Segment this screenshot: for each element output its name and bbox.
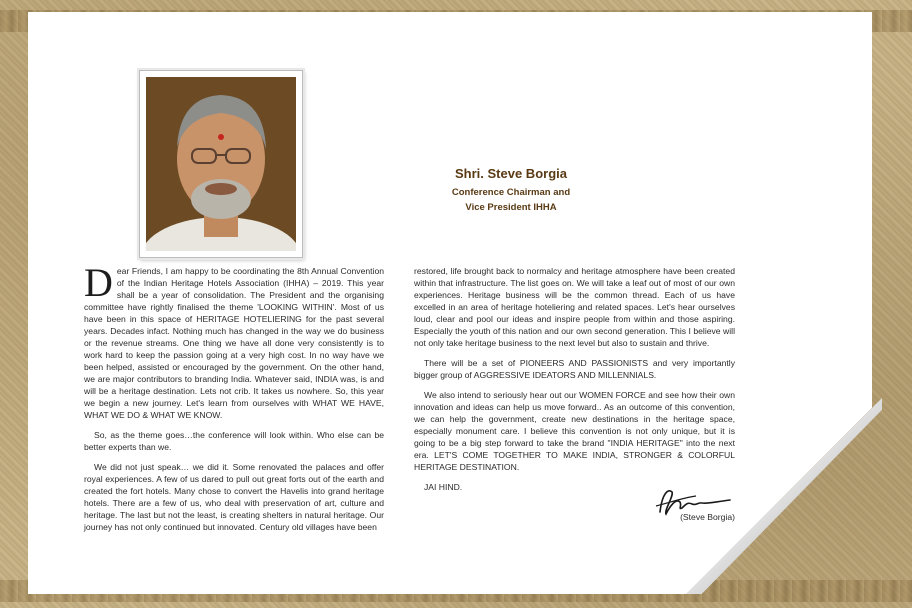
portrait-frame xyxy=(139,70,303,258)
author-role-line1: Conference Chairman and xyxy=(451,187,571,198)
letter-column-left xyxy=(84,260,384,541)
letter-paragraph: There will be a set of PIONEERS AND PASSIONISTS and very importantly bigger group of AGGRESSIVE IDEATORS AND MILLENNIALS. xyxy=(414,358,735,380)
author-role-line2: Vice President IHHA xyxy=(465,202,557,213)
signatory-name: (Steve Borgia) xyxy=(680,512,735,522)
letter-paragraph: So, as the theme goes…the conference will look within. Who else can be better experts than we. xyxy=(84,430,384,452)
letter-paragraph: We did not just speak… we did it. Some renovated the palaces and offer royal experiences. A few of us dared to pull out great forts out of the earth and created the fort hotels. Many chose to convert the Havelis into grand heritage hotels. There are a few of us, who deal with preservation of art, culture and heritage. The last but not the least, is creating shelters in natural heritage. Our journey has not only continued but innovated. Century old villages have been xyxy=(84,462,384,532)
author-heading xyxy=(430,166,592,215)
letter-paragraph: Dear Friends, I am happy to be coordinating the 8th Annual Convention of the Indian Heritage Hotels Association (IHHA) – 2019. This year shall be a year of consolidation. The President and the organising committee have rightly finalised the theme 'LOOKING WITHIN'. Most of us have been in this space of HERITAGE HOTELIERING for the past several years. Decades infact. Nothing much has changed in the way we do business or the revenue streams. One thing we have all done very consistently is to work hard to keep the passion going at a very high cost. In no way have we been helped, assisted or encouraged by the government. On the other hand, we are major contributors to branding India. Whatever said, INDIA was, is and will be a heritage destination. Lets not crib. It takes us nowhere. So, this year we begin a new journey. Let's learn from ourselves with WHAT WE HAVE, WHAT WE DO & WHAT WE KNOW. xyxy=(84,260,384,420)
letter-column-right xyxy=(414,265,735,501)
closing-line: JAI HIND. xyxy=(424,482,463,492)
letter-paragraph: We also intend to seriously hear out our WOMEN FORCE and see how their own innovation and ideas can help us move forward.. As an outcome of this convention, we can help the government, create new destinations in the heritage space, especially monument care. I believe this convention is not only unique, but it is going to be a big step forward to take the brand "INDIA HERITAGE" into the next era. LET'S COME TOGETHER TO MAKE INDIA, STRONGER & COLORFUL HERITAGE DESTINATION. xyxy=(414,390,735,472)
portrait-photo xyxy=(146,77,296,251)
letter-paragraph: restored, life brought back to normalcy and heritage atmosphere have been created within that infrastructure. The list goes on. We will take a leaf out of most of our own experiences. Heritage business will be the common thread. Each of us have excelled in an area of heritage hoteliering and related spaces. Let's hear ourselves loud, clear and pool our ideas and inspire people from within and those aspiring. Especially the youth of this nation and our own second generation. This I believe will not only take heritage business to the next level but also to sustain and thrive. xyxy=(414,266,735,348)
drop-cap: D xyxy=(84,260,113,305)
author-name: Shri. Steve Borgia xyxy=(455,166,567,181)
